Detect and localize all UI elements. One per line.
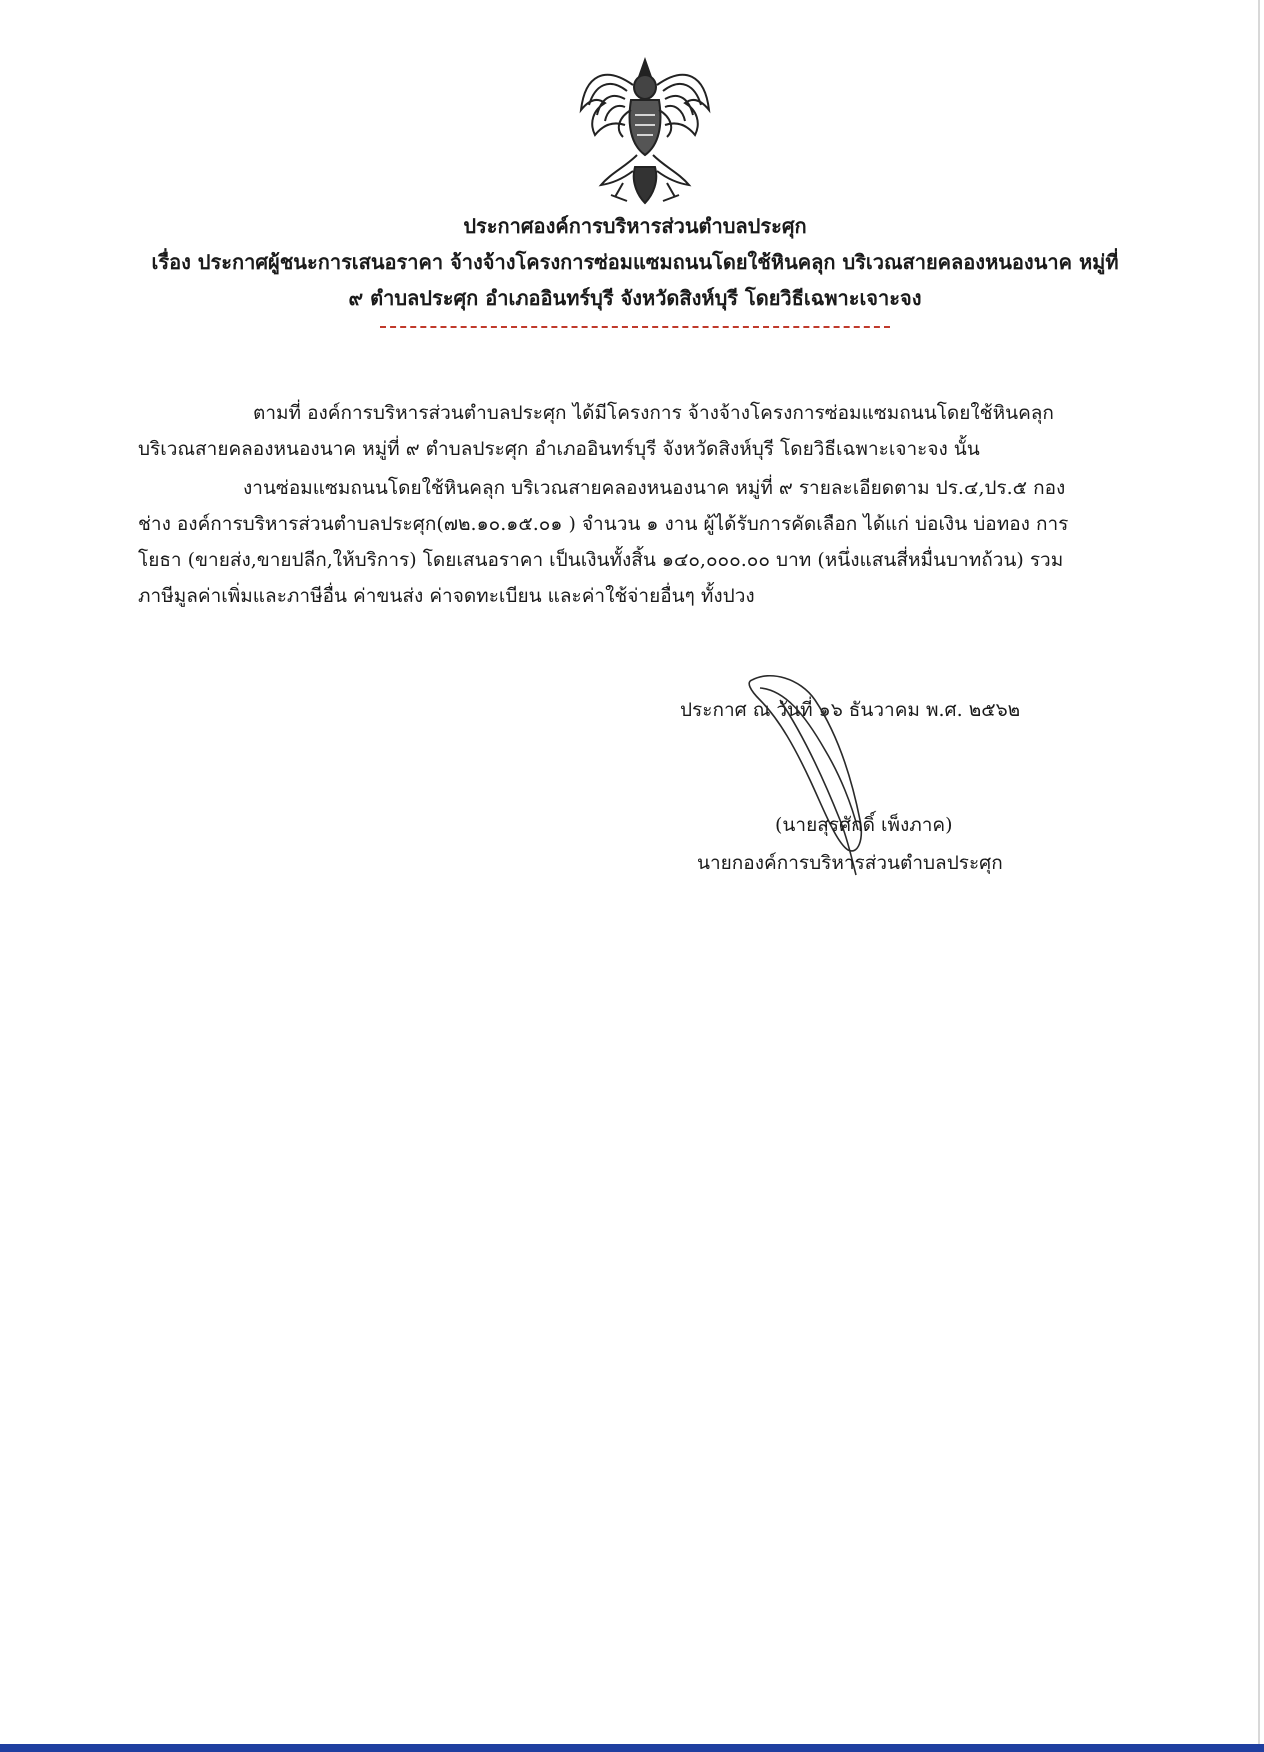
announcement-header [120,208,1150,328]
garuda-emblem-icon [575,55,715,210]
paragraph-award [138,470,1138,614]
paragraph-line: ช่าง องค์การบริหารส่วนตำบลประศุก(๗๒.๑๐.๑๕.๐๑ ) จำนวน ๑ งาน ผู้ได้รับการคัดเลือก ได้แก่ บ่อเงิน บ่อทอง การ [138,513,1069,535]
paragraph-line: โยธา (ขายส่ง,ขายปลีก,ให้บริการ) โดยเสนอราคา เป็นเงินทั้งสิ้น ๑๔๐,๐๐๐.๐๐ บาท (หนึ่งแสนสี่หมื่นบาทถ้วน) รวม [138,549,1064,571]
signatory-position: นายกองค์การบริหารส่วนตำบลประศุก [697,852,1003,874]
paragraph-line: ตามที่ องค์การบริหารส่วนตำบลประศุก ได้มีโครงการ จ้างจ้างโครงการซ่อมแซมถนนโดยใช้หินคลุก [253,402,1054,424]
paragraph-line: ภาษีมูลค่าเพิ่มและภาษีอื่น ค่าขนส่ง ค่าจดทะเบียน และค่าใช้จ่ายอื่นๆ ทั้งปวง [138,585,755,607]
dashed-divider [380,326,890,328]
paragraph-line: งานซ่อมแซมถนนโดยใช้หินคลุก บริเวณสายคลองหนองนาค หมู่ที่ ๙ รายละเอียดตาม ปร.๔,ปร.๕ กอง [243,477,1066,499]
subject-line-continued: ๙ ตำบลประศุก อำเภออินทร์บุรี จังหวัดสิงห์บุรี โดยวิธีเฉพาะเจาะจง [348,286,922,310]
paragraph-line: บริเวณสายคลองหนองนาค หมู่ที่ ๙ ตำบลประศุก อำเภออินทร์บุรี จังหวัดสิงห์บุรี โดยวิธีเฉพาะเจาะจง นั้น [138,438,980,460]
signatory-name: (นายสุรศักดิ์ เพ็งภาค) [775,814,953,836]
page-edge-shadow [1258,0,1260,1744]
announcement-date: ประกาศ ณ วันที่ ๑๖ ธันวาคม พ.ศ. ๒๕๖๒ [680,699,1021,721]
issuer-title: ประกาศองค์การบริหารส่วนตำบลประศุก [463,214,807,238]
scan-bottom-border [0,1744,1264,1752]
subject-line: เรื่อง ประกาศผู้ชนะการเสนอราคา จ้างจ้างโครงการซ่อมแซมถนนโดยใช้หินคลุก บริเวณสายคลองหนองนาค หมู่ที่ [151,250,1119,274]
paragraph-intro [138,395,1138,467]
